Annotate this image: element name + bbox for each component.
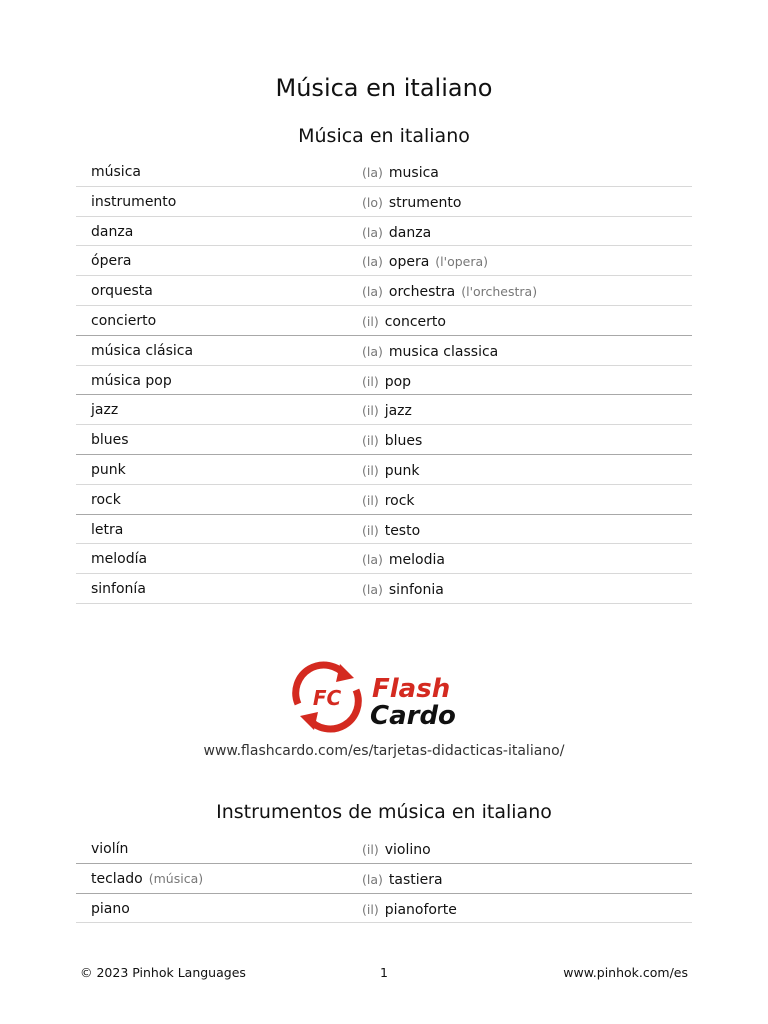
spanish-term: violín [91, 841, 129, 857]
table-row [76, 306, 692, 336]
italian-cell [362, 582, 444, 598]
footer-copyright: © 2023 Pinhok Languages [80, 965, 246, 980]
italian-word: blues [384, 433, 423, 450]
italian-cell [362, 552, 445, 568]
italian-cell [362, 433, 422, 449]
article: (la) [362, 254, 383, 270]
table-row [76, 336, 692, 366]
italian-cell [362, 463, 419, 479]
section-title-instruments: Instrumentos de música en italiano [216, 801, 552, 823]
spanish-word: orquesta [91, 283, 153, 300]
article: (la) [362, 165, 383, 180]
spanish-word: rock [91, 491, 121, 508]
italian-cell [362, 344, 498, 360]
article: (lo) [362, 194, 383, 210]
table-row [76, 425, 692, 455]
article: (la) [362, 343, 383, 359]
table-row [76, 366, 692, 396]
italian-word: punk [384, 462, 420, 479]
footer-site-link[interactable]: www.pinhok.com/es [563, 965, 688, 980]
article: (il) [362, 373, 379, 389]
italian-word: tastiera [388, 871, 443, 888]
table-row [76, 515, 692, 545]
article: (il) [362, 492, 379, 508]
article: (il) [362, 313, 379, 329]
italian-word: musica classica [388, 343, 499, 360]
italian-note: (l'orchestra) [461, 284, 538, 300]
italian-cell [362, 902, 457, 918]
article: (il) [362, 901, 379, 917]
italian-word: musica [388, 165, 439, 181]
logo-mark: FC [312, 686, 342, 710]
flashcardo-logo-icon [288, 660, 478, 734]
article: (il) [362, 403, 379, 419]
italian-cell [362, 165, 439, 181]
spanish-word: música clásica [91, 342, 194, 359]
italian-word: danza [388, 224, 432, 241]
spanish-note: (música) [148, 870, 204, 886]
flashcardo-logo [288, 660, 478, 734]
spanish-word: música [91, 164, 141, 180]
spanish-word: danza [91, 223, 134, 240]
article: (il) [362, 522, 379, 538]
table-row [76, 187, 692, 217]
table-row [76, 246, 692, 276]
italian-cell [362, 842, 431, 858]
italian-cell [362, 314, 446, 330]
article: (il) [362, 842, 379, 857]
italian-cell [362, 523, 420, 539]
spanish-term: piano [91, 900, 130, 917]
italian-word: concerto [384, 313, 446, 330]
spanish-word: sinfonía [91, 581, 146, 598]
italian-word: pianoforte [384, 901, 457, 918]
italian-word: strumento [388, 194, 462, 211]
italian-cell [362, 254, 488, 270]
spanish-word: ópera [91, 253, 132, 270]
table-row [76, 864, 692, 894]
table-row [76, 574, 692, 604]
italian-word: sinfonia [388, 582, 444, 599]
vocab-table-music [76, 157, 692, 604]
article: (la) [362, 552, 383, 568]
article: (la) [362, 224, 383, 240]
italian-word: violino [384, 842, 431, 858]
spanish-word: instrumento [91, 193, 177, 210]
italian-word: orchestra [388, 284, 456, 301]
footer-page-number: 1 [380, 965, 388, 980]
spanish-word: letra [91, 521, 124, 538]
italian-cell [362, 872, 443, 888]
logo-word-cardo: Cardo [370, 701, 456, 731]
vocab-table-instruments [76, 834, 692, 923]
table-row [76, 455, 692, 485]
table-row [76, 276, 692, 306]
article: (il) [362, 462, 379, 478]
italian-word: opera [388, 254, 430, 271]
spanish-word: blues [91, 432, 129, 449]
section-title-music: Música en italiano [298, 125, 470, 147]
italian-word: testo [384, 522, 421, 539]
logo-word-flash: Flash [372, 674, 451, 704]
spanish-word: punk [91, 461, 126, 478]
table-row [76, 217, 692, 247]
spanish-word: música pop [91, 372, 172, 389]
spanish-word [91, 841, 128, 857]
italian-cell [362, 403, 412, 419]
italian-cell [362, 374, 411, 390]
table-row [76, 834, 692, 864]
italian-cell [362, 225, 431, 241]
table-row [76, 894, 692, 924]
spanish-word [91, 871, 203, 887]
table-row [76, 157, 692, 187]
spanish-term: teclado [91, 870, 143, 887]
spanish-word: jazz [91, 402, 119, 419]
italian-word: jazz [384, 403, 412, 420]
article: (la) [362, 284, 383, 300]
italian-word: melodia [388, 552, 445, 569]
italian-note: (l'opera) [435, 254, 489, 270]
spanish-word: concierto [91, 312, 157, 329]
italian-cell [362, 195, 461, 211]
spanish-word [91, 901, 130, 917]
page-title: Música en italiano [275, 74, 493, 102]
article: (la) [362, 871, 383, 887]
table-row [76, 485, 692, 515]
table-row [76, 544, 692, 574]
italian-cell [362, 493, 415, 509]
article: (il) [362, 433, 379, 449]
italian-word: rock [384, 492, 415, 509]
italian-cell [362, 284, 537, 300]
logo-url-link[interactable]: www.flashcardo.com/es/tarjetas-didacticas-italiano/ [203, 743, 565, 759]
table-row [76, 395, 692, 425]
article: (la) [362, 582, 383, 598]
italian-word: pop [384, 373, 412, 390]
spanish-word: melodía [91, 551, 148, 568]
